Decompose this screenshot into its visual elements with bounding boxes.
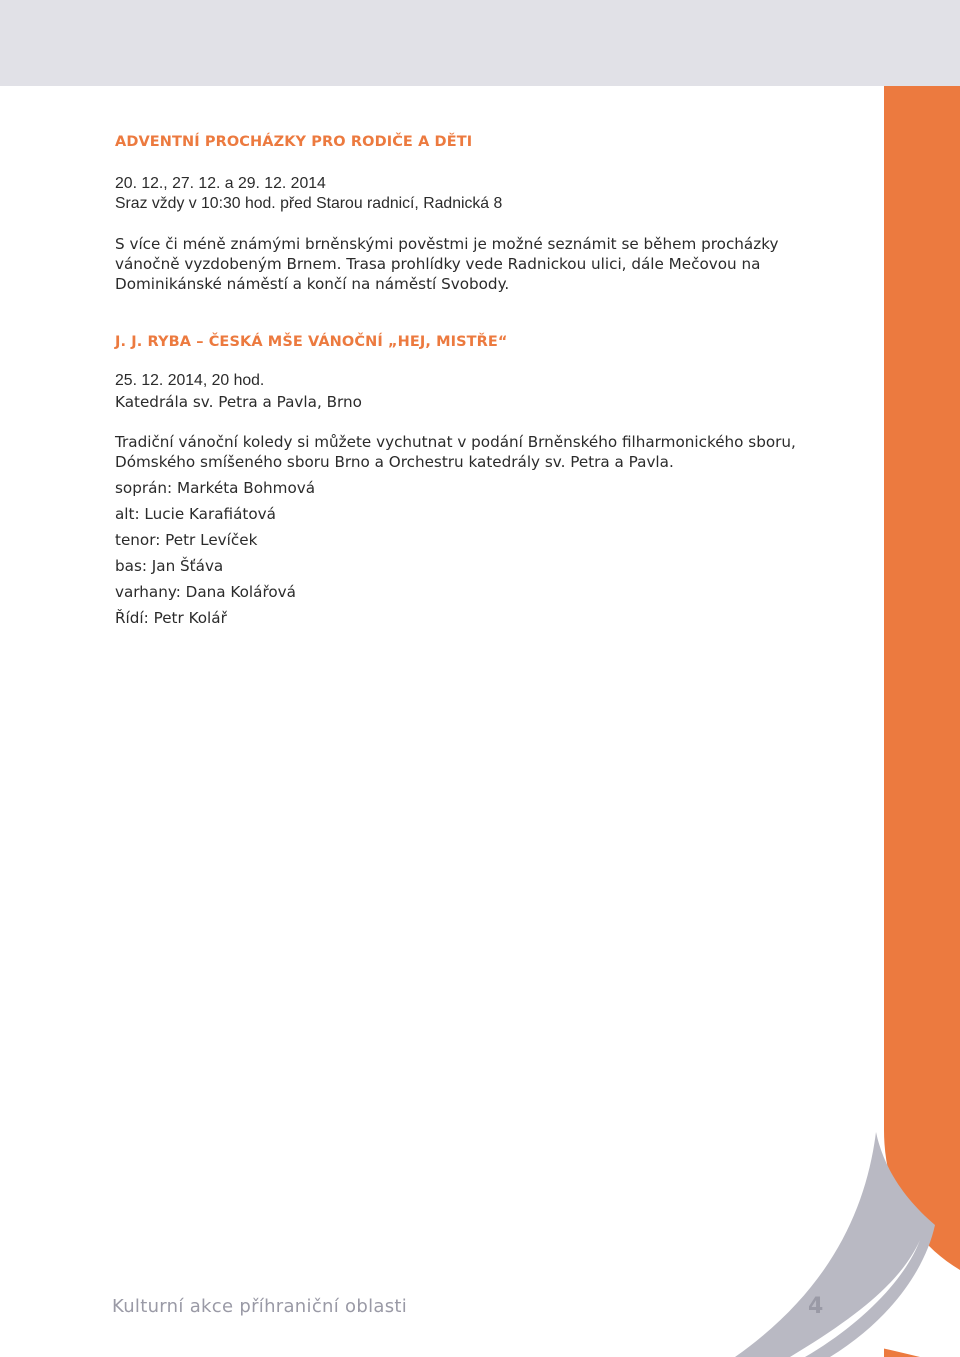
event-description-line: Tradiční vánoční koledy si můžete vychutnat v podání Brněnského filharmonického sboru, [115, 433, 796, 451]
section-title-advent-walks: ADVENTNÍ PROCHÁZKY PRO RODIČE A DĚTI [115, 134, 473, 150]
event-description-line: Dominikánské náměstí a končí na náměstí Svobody. [115, 275, 510, 293]
footer-publication-title: Kulturní akce příhraniční oblasti [112, 1296, 408, 1317]
performer-item: bas: Jan Šťáva [115, 557, 224, 575]
event-venue: Katedrála sv. Petra a Pavla, Brno [115, 393, 362, 411]
event-date: 25. 12. 2014, 20 hod. [115, 372, 265, 389]
event-description-line: vánočně vyzdobeným Brnem. Trasa prohlídky vede Radnickou ulici, dále Mečovou na [115, 255, 761, 273]
event-description-line: Dómského smíšeného sboru Brno a Orchestru katedrály sv. Petra a Pavla. [115, 453, 674, 471]
performer-item: alt: Lucie Karafiátová [115, 505, 276, 523]
event-meeting-point: Sraz vždy v 10:30 hod. před Starou radnicí, Radnická 8 [115, 195, 503, 212]
performer-item: Řídí: Petr Kolář [115, 609, 227, 627]
footer-swoosh-graphic [680, 1130, 960, 1357]
performer-item: tenor: Petr Levíček [115, 531, 258, 549]
top-header-band [0, 0, 960, 86]
section-title-ryba-mass: J. J. RYBA – ČESKÁ MŠE VÁNOČNÍ „HEJ, MISTŘE“ [115, 334, 508, 350]
performer-item: varhany: Dana Kolářová [115, 583, 296, 601]
event-date: 20. 12., 27. 12. a 29. 12. 2014 [115, 175, 326, 192]
event-description-line: S více či méně známými brněnskými pověstmi je možné seznámit se během procházky [115, 235, 779, 253]
performer-item: soprán: Markéta Bohmová [115, 479, 316, 497]
page-number: 4 [808, 1294, 824, 1319]
